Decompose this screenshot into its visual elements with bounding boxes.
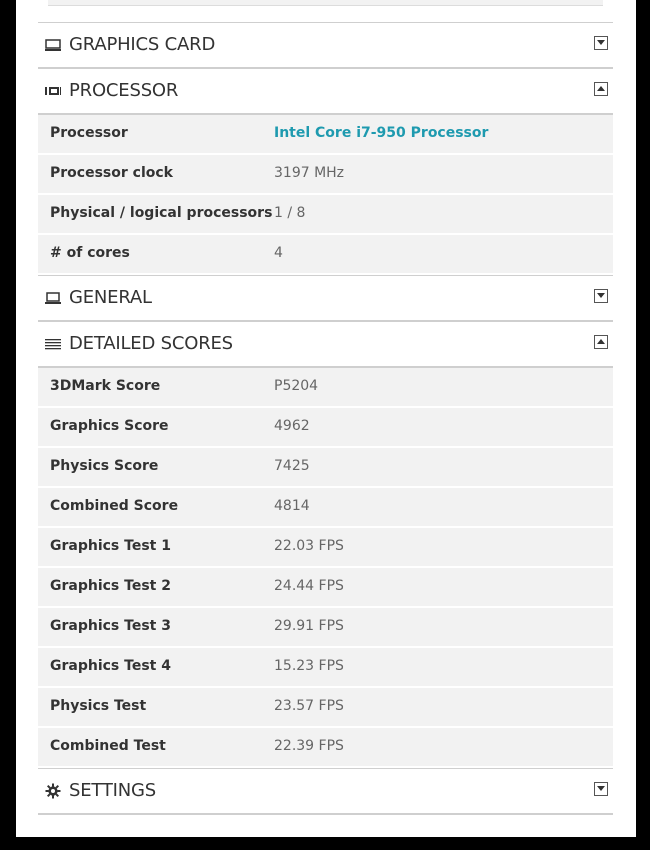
top-box: [48, 0, 603, 6]
section-title: SETTINGS: [69, 780, 157, 801]
collapse-toggle-button[interactable]: [594, 335, 608, 349]
row-value: 4962: [274, 418, 310, 434]
row-value: 29.91 FPS: [274, 618, 344, 634]
table-row: [38, 115, 613, 155]
collapse-toggle-button[interactable]: [594, 82, 608, 96]
table-row: [38, 608, 613, 648]
row-value: 4814: [274, 498, 310, 514]
row-label: # of cores: [50, 245, 130, 261]
row-label: Graphics Test 2: [50, 578, 171, 594]
row-label: Physics Score: [50, 458, 159, 474]
list-icon: [45, 336, 61, 352]
laptop-icon: [45, 290, 61, 306]
results-content: [38, 0, 613, 815]
row-value: 1 / 8: [274, 205, 306, 221]
table-row: [38, 368, 613, 408]
row-label: Graphics Test 4: [50, 658, 171, 674]
section-title: DETAILED SCORES: [69, 333, 233, 354]
section-title: GRAPHICS CARD: [69, 34, 216, 55]
row-label: Physics Test: [50, 698, 147, 714]
row-value: 4: [274, 245, 283, 261]
table-row: [38, 688, 613, 728]
row-value: P5204: [274, 378, 319, 394]
detailed-scores-rows: [38, 368, 613, 769]
table-row: [38, 408, 613, 448]
section-settings[interactable]: [38, 769, 613, 815]
table-row: [38, 568, 613, 608]
row-label: Graphics Score: [50, 418, 169, 434]
section-processor[interactable]: [38, 69, 613, 115]
row-label: Graphics Test 1: [50, 538, 171, 554]
row-value: 23.57 FPS: [274, 698, 344, 714]
processor-rows: [38, 115, 613, 276]
table-row: [38, 488, 613, 528]
row-label: 3DMark Score: [50, 378, 161, 394]
top-strip: [38, 0, 613, 23]
row-label: Combined Test: [50, 738, 166, 754]
section-title: GENERAL: [69, 287, 152, 308]
table-row: [38, 648, 613, 688]
expand-toggle-button[interactable]: [594, 289, 608, 303]
section-detailed-scores[interactable]: [38, 322, 613, 368]
expand-toggle-button[interactable]: [594, 782, 608, 796]
row-value: 7425: [274, 458, 310, 474]
row-label: Combined Score: [50, 498, 179, 514]
row-label: Processor clock: [50, 165, 173, 181]
table-row: [38, 195, 613, 235]
row-value: 3197 MHz: [274, 165, 345, 181]
row-value: 22.39 FPS: [274, 738, 344, 754]
table-row: [38, 155, 613, 195]
results-panel: [16, 0, 636, 837]
gear-icon: [45, 783, 61, 799]
processor-link[interactable]: Intel Core i7-950 Processor: [274, 125, 489, 141]
row-label: Physical / logical processors: [50, 205, 273, 221]
monitor-icon: [45, 37, 61, 53]
row-value: 24.44 FPS: [274, 578, 344, 594]
table-row: [38, 235, 613, 275]
section-title: PROCESSOR: [69, 80, 179, 101]
table-row: [38, 448, 613, 488]
table-row: [38, 528, 613, 568]
cpu-icon: [45, 83, 61, 99]
row-label: Processor: [50, 125, 128, 141]
section-graphics-card[interactable]: [38, 23, 613, 69]
table-row: [38, 728, 613, 768]
row-value: 15.23 FPS: [274, 658, 344, 674]
row-label: Graphics Test 3: [50, 618, 171, 634]
row-value: 22.03 FPS: [274, 538, 344, 554]
section-general[interactable]: [38, 276, 613, 322]
expand-toggle-button[interactable]: [594, 36, 608, 50]
